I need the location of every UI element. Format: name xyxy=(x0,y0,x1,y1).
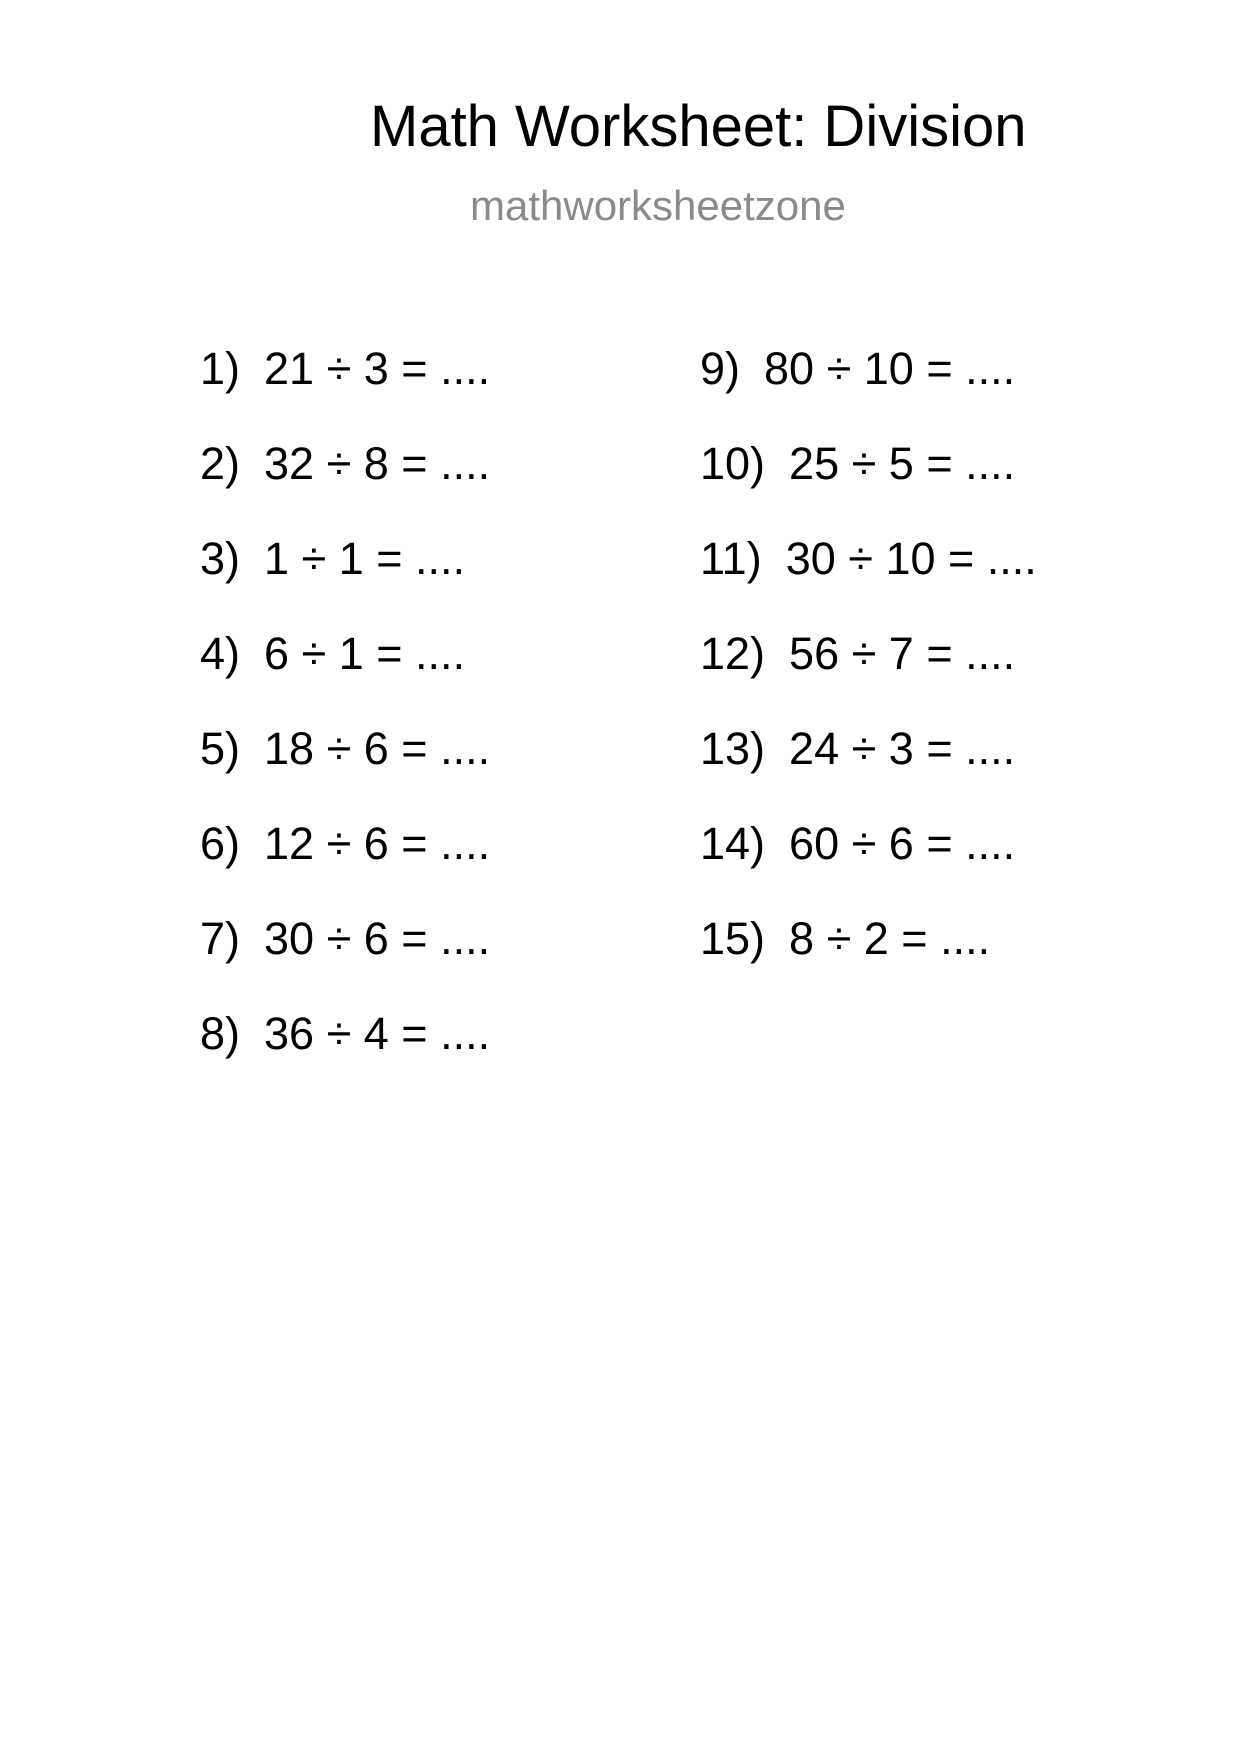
problem-number: 10) xyxy=(700,438,766,489)
problem-item xyxy=(200,628,490,726)
problem-item xyxy=(200,1008,491,1106)
problem-item xyxy=(700,628,1037,726)
problem-expression: 18 ÷ 6 = .... xyxy=(264,723,491,774)
problem-expression: 80 ÷ 10 = .... xyxy=(764,343,1016,394)
problem-number: 7) xyxy=(200,913,241,964)
problem-item xyxy=(200,343,491,441)
problem-expression: 36 ÷ 4 = .... xyxy=(264,1008,491,1059)
problem-number: 4) xyxy=(200,628,241,679)
problem-number: 1) xyxy=(200,343,241,394)
problem-item xyxy=(700,723,1037,821)
problem-item xyxy=(200,818,491,916)
problem-expression: 60 ÷ 6 = .... xyxy=(789,818,1016,869)
problem-expression: 6 ÷ 1 = .... xyxy=(264,628,466,679)
problem-number: 14) xyxy=(700,818,766,869)
problem-expression: 12 ÷ 6 = .... xyxy=(264,818,491,869)
problem-number: 13) xyxy=(700,723,766,774)
problem-expression: 30 ÷ 10 = .... xyxy=(785,533,1037,584)
page-subtitle: mathworksheetzone xyxy=(470,182,846,229)
problem-item xyxy=(200,438,491,536)
problem-expression: 25 ÷ 5 = .... xyxy=(789,438,1016,489)
problem-number: 9) xyxy=(700,343,741,394)
problem-expression: 24 ÷ 3 = .... xyxy=(789,723,1016,774)
problem-list-right xyxy=(700,343,1037,1011)
problem-list-left xyxy=(200,343,491,1106)
problem-item xyxy=(700,343,1037,441)
problem-expression: 1 ÷ 1 = .... xyxy=(264,533,466,584)
problem-number: 12) xyxy=(700,628,766,679)
problem-expression: 30 ÷ 6 = .... xyxy=(264,913,491,964)
problem-number: 6) xyxy=(200,818,241,869)
problem-item xyxy=(700,533,1037,631)
problem-number: 8) xyxy=(200,1008,241,1059)
problem-expression: 56 ÷ 7 = .... xyxy=(789,628,1016,679)
page-title: Math Worksheet: Division xyxy=(370,94,1027,159)
problem-number: 3) xyxy=(200,533,241,584)
problem-number: 5) xyxy=(200,723,241,774)
problem-item xyxy=(200,913,491,1011)
problem-expression: 8 ÷ 2 = .... xyxy=(789,913,991,964)
problem-item xyxy=(700,818,1037,916)
problem-number: 11) xyxy=(700,533,762,584)
problem-item xyxy=(700,438,1037,536)
problem-item xyxy=(200,533,490,631)
problem-number: 15) xyxy=(700,913,766,964)
problem-expression: 21 ÷ 3 = .... xyxy=(264,343,491,394)
problem-item xyxy=(200,723,491,821)
problem-number: 2) xyxy=(200,438,241,489)
problem-expression: 32 ÷ 8 = .... xyxy=(264,438,491,489)
problem-item xyxy=(700,913,1037,1011)
